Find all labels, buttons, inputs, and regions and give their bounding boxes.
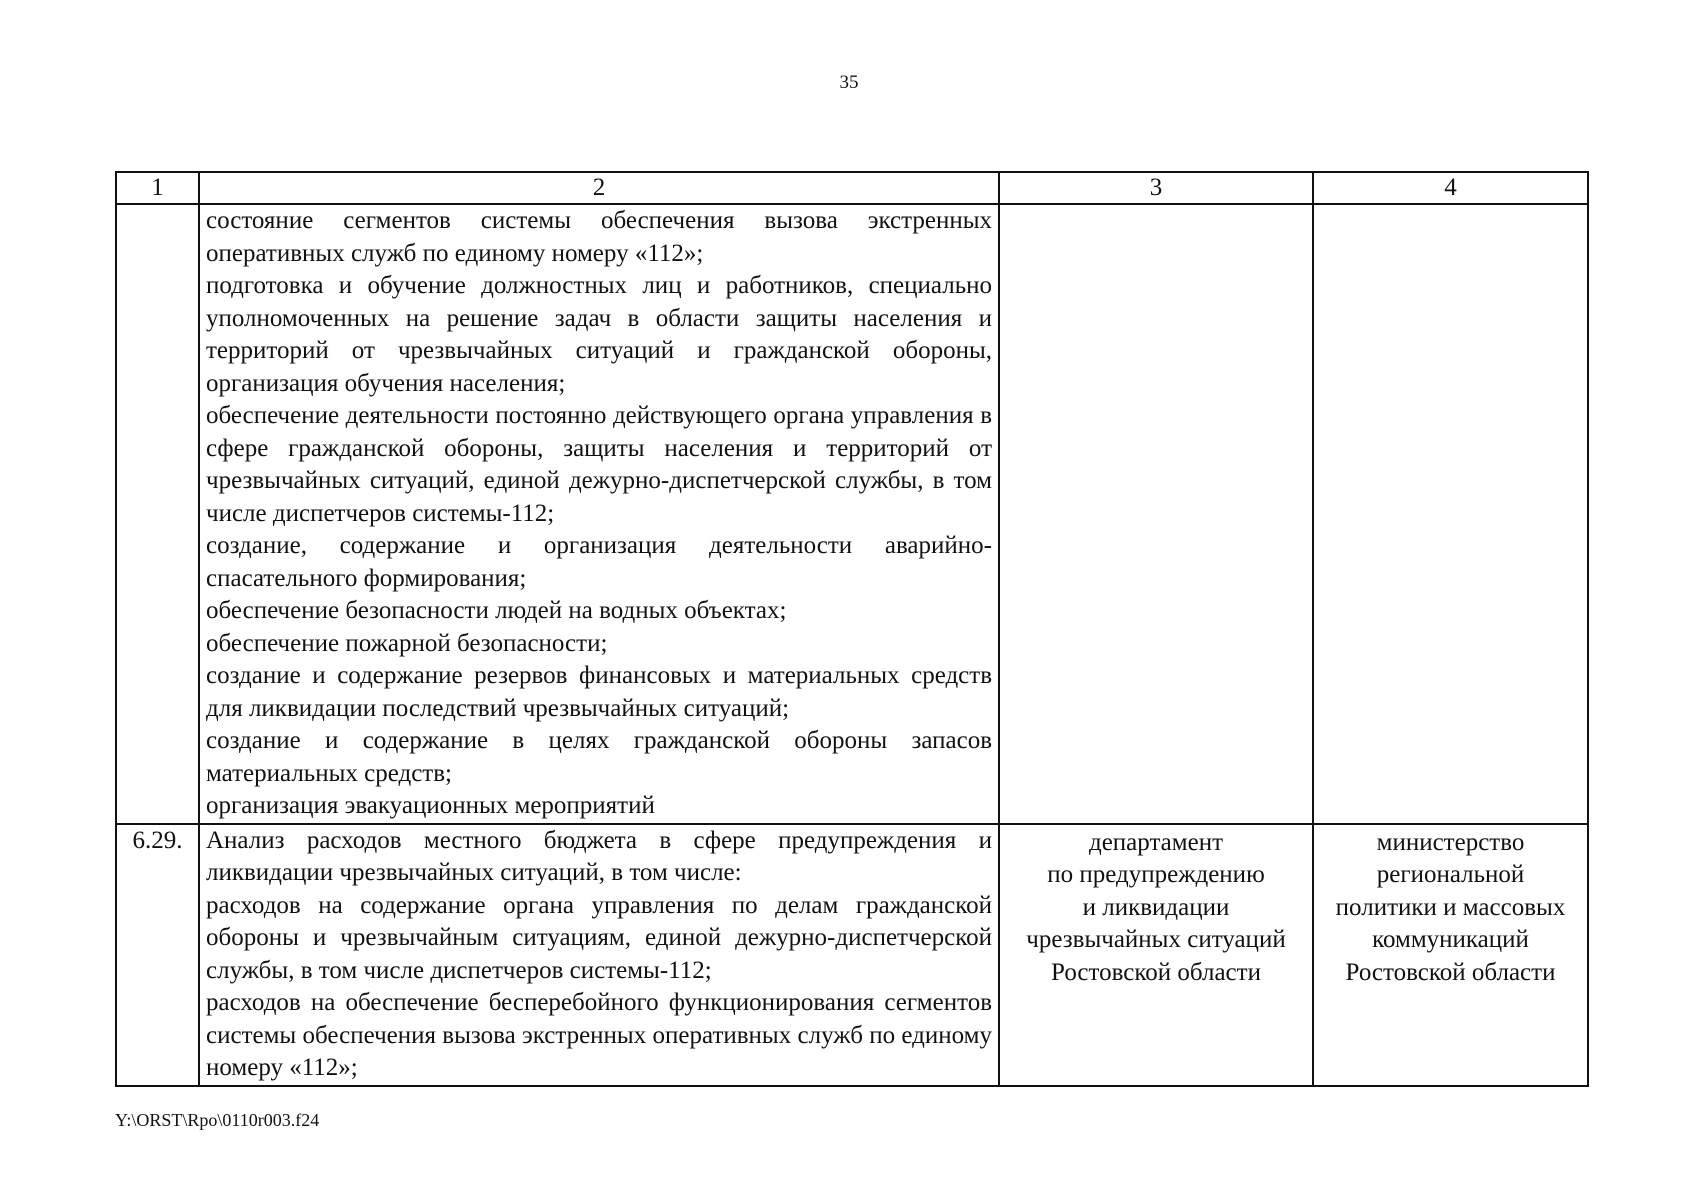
list-item: создание и содержание резервов финансовых и материальных средств для ликвидации последствий чрезвычайных ситуаций; [206, 662, 992, 722]
coordinating-ministry [1313, 204, 1588, 824]
table-row [116, 204, 1588, 824]
list-item: обеспечение пожарной безопасности; [206, 629, 608, 657]
row-description [199, 824, 999, 1086]
department-line: по предупреждению [1047, 861, 1265, 888]
list-item: расходов на содержание органа управления по делам гражданской обороны и чрезвычайным ситуациям, единой дежурно-диспетчерской службы, в том числе диспетчеров системы-112; [206, 891, 992, 984]
ministry-line: политики и массовых [1335, 893, 1566, 921]
list-item: обеспечение безопасности людей на водных объектах; [206, 597, 787, 624]
file-path-footer: Y:\ORST\Rpo\0110r003.f24 [115, 1110, 320, 1130]
list-item: Анализ расходов местного бюджета в сфере предупреждения и ликвидации чрезвычайных ситуаций, в том числе: [206, 826, 992, 886]
ministry-line: министерство [1376, 828, 1525, 856]
coordinating-ministry [1313, 824, 1588, 1086]
row-description [199, 204, 999, 824]
department-line: и ликвидации [1082, 893, 1230, 921]
table-header-row [116, 172, 1588, 204]
document-table [115, 171, 1589, 1087]
header-col-1: 1 [116, 172, 199, 204]
header-col-2: 2 [199, 172, 999, 204]
list-item: расходов на обеспечение бесперебойного функционирования сегментов системы обеспечения вызова экстренных оперативных служб по единому номеру «112»; [206, 989, 992, 1081]
ministry-line: Ростовской области [1345, 958, 1556, 986]
list-item: подготовка и обучение должностных лиц и работников, специально уполномоченных на решение задач в области защиты населения и территорий от чрезвычайных ситуаций и гражданской обороны, организация обучения населения; [206, 272, 992, 397]
ministry-line: коммуникаций [1372, 926, 1529, 953]
list-item: создание, содержание и организация деятельности аварийно-спасательного формирования; [206, 532, 992, 592]
header-col-4: 4 [1313, 172, 1588, 204]
department-line: чрезвычайных ситуаций [1026, 926, 1286, 953]
ministry-line: региональной [1376, 861, 1525, 888]
department-line: Ростовской области [1051, 958, 1261, 986]
table-row [116, 824, 1588, 1086]
list-item: создание и содержание в целях гражданской обороны запасов материальных средств; [206, 727, 992, 787]
responsible-department [999, 824, 1313, 1086]
department-line: департамент [1088, 828, 1223, 856]
row-number [116, 204, 199, 824]
list-item: обеспечение деятельности постоянно действующего органа управления в сфере гражданской обороны, защиты населения и территорий от чрезвычайных ситуаций, единой дежурно-диспетчерской службы, в том числе диспетчеров системы-112; [206, 402, 992, 527]
page-number: 35 [839, 72, 859, 93]
list-item: организация эвакуационных мероприятий [206, 792, 655, 819]
row-number: 6.29. [116, 824, 199, 1086]
responsible-department [999, 204, 1313, 824]
list-item: состояние сегментов системы обеспечения вызова экстренных оперативных служб по единому номеру «112»; [206, 207, 992, 267]
header-col-3: 3 [999, 172, 1313, 204]
